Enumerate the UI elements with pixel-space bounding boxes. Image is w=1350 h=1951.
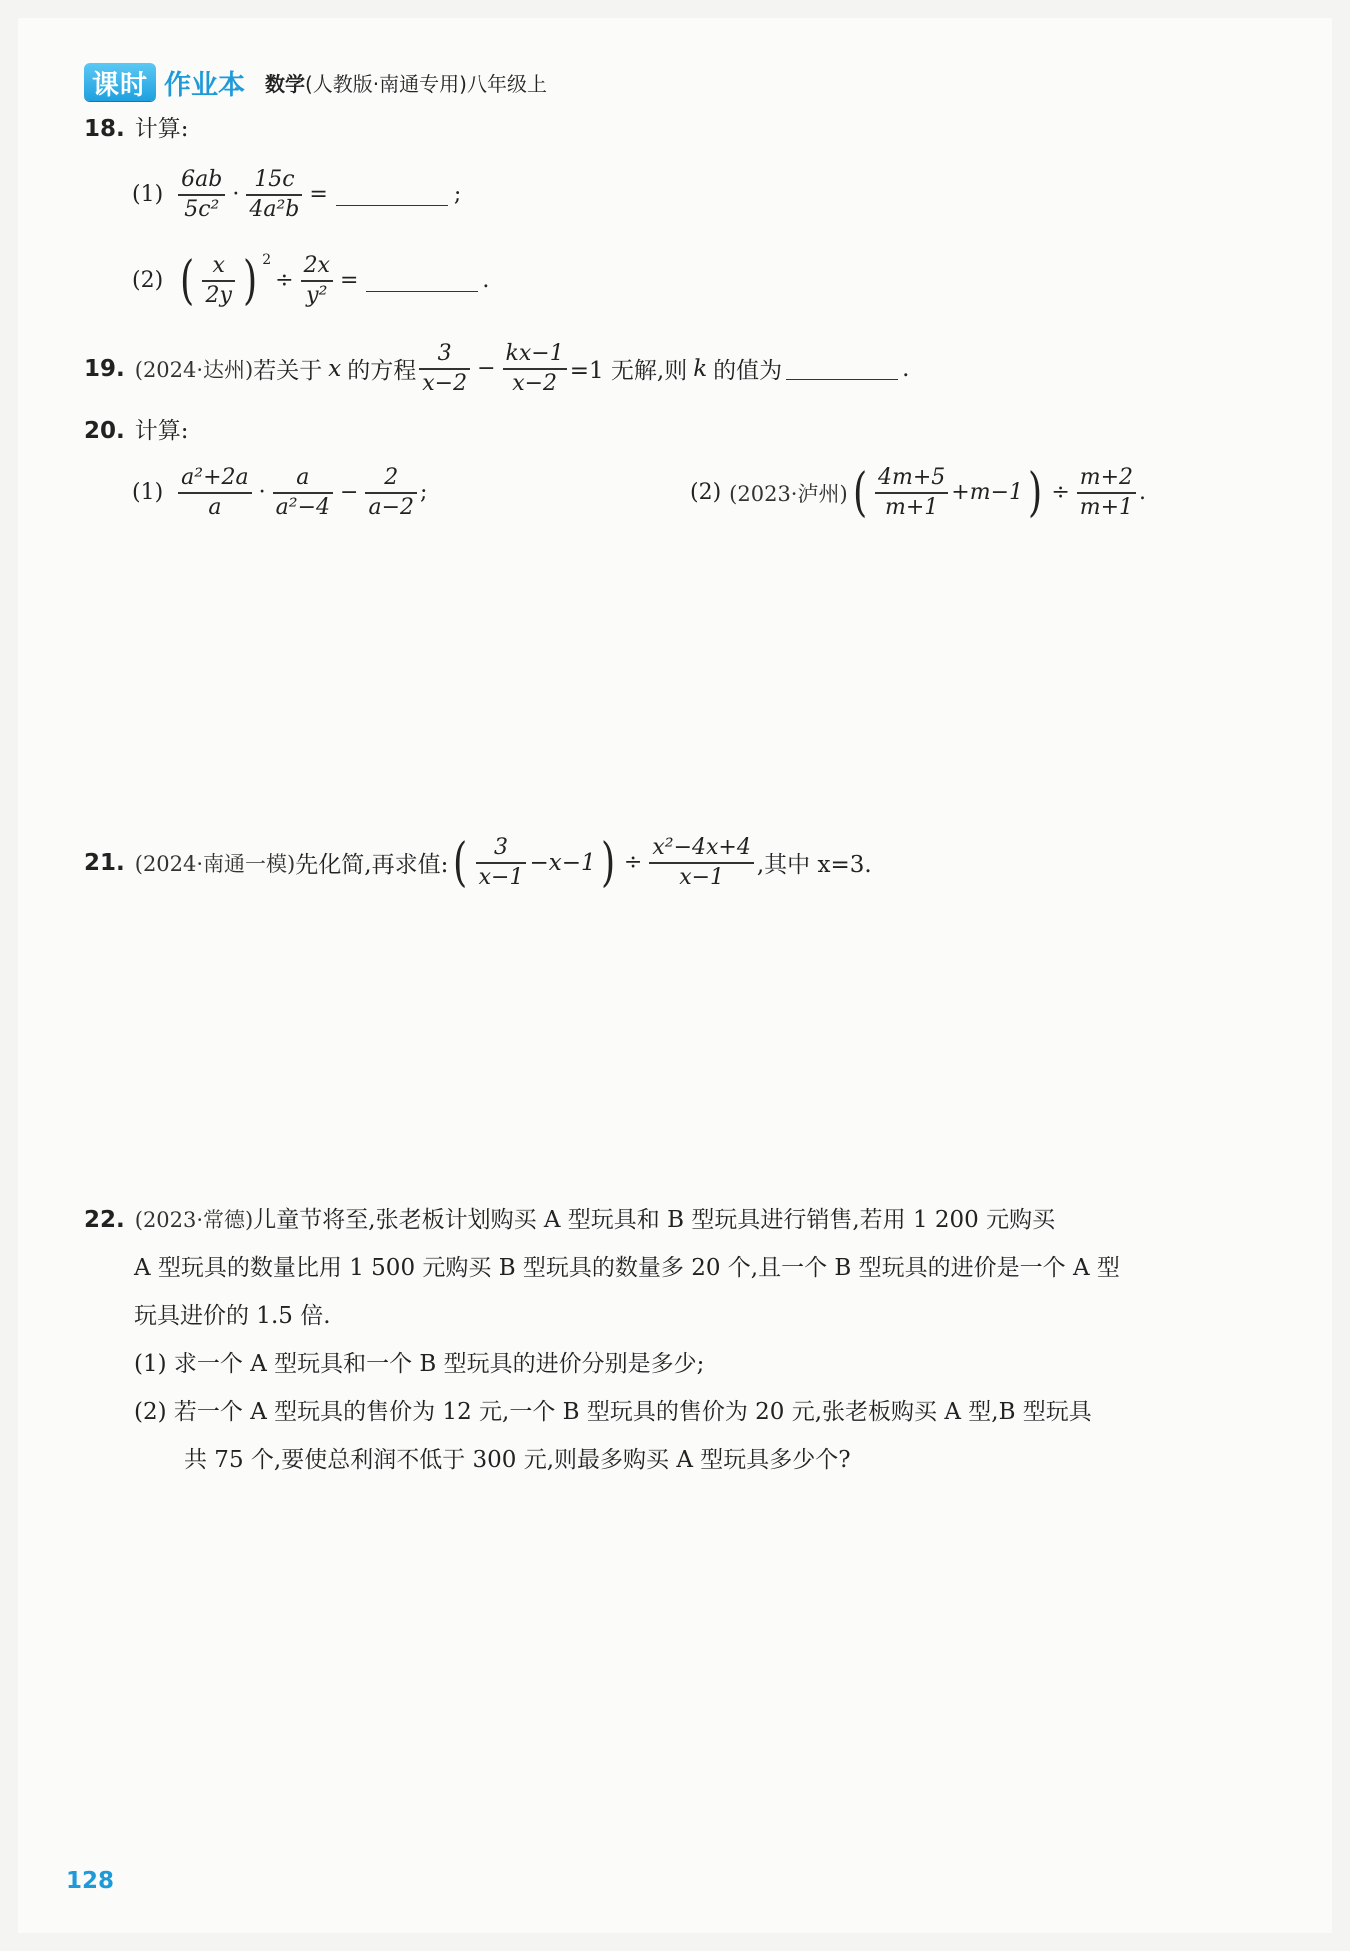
fraction — [503, 340, 567, 398]
answer-blank[interactable] — [336, 183, 448, 206]
denominator: a — [208, 494, 222, 520]
question-title: 计算: — [134, 116, 189, 142]
fraction — [301, 252, 333, 310]
answer-blank[interactable] — [786, 357, 898, 380]
numerator: a²+2a — [181, 465, 249, 490]
q20-part2 — [690, 464, 1146, 522]
q18-part2 — [132, 252, 489, 310]
answer-blank[interactable] — [366, 269, 478, 292]
numerator: 2x — [303, 253, 330, 278]
logo-subtitle: 作业本 — [164, 69, 245, 101]
denominator: x−1 — [478, 864, 524, 890]
numerator: m+2 — [1079, 465, 1134, 490]
fraction — [365, 464, 417, 522]
equals-sign: = — [309, 182, 328, 208]
numerator: kx−1 — [505, 341, 564, 366]
question-source: (2024·达州) — [134, 357, 254, 382]
fraction — [476, 834, 527, 892]
numerator: 3 — [494, 835, 509, 860]
variable: k — [693, 355, 708, 382]
denominator: 5c² — [184, 196, 220, 222]
fraction — [202, 252, 234, 310]
left-paren: ( — [180, 250, 195, 311]
sub-question-2-cont: 共 75 个,要使总利润不低于 300 元,则最多购买 A 型玩具多少个? — [184, 1447, 851, 1473]
left-paren: ( — [852, 462, 867, 523]
variable: x — [328, 355, 342, 382]
question-text: ,其中 x=3. — [756, 852, 872, 879]
question-text: 先化简,再求值: — [295, 852, 449, 879]
numerator: x — [212, 253, 225, 278]
denominator: m+1 — [884, 494, 939, 520]
q20-part1 — [132, 464, 427, 522]
question-text: 的值为 — [713, 358, 783, 385]
question-text: =1 无解,则 — [569, 358, 688, 385]
denominator: a²−4 — [275, 494, 331, 520]
edition: (人教版·南通专用)八年级上 — [305, 71, 547, 96]
question-number: 20. — [84, 418, 125, 444]
question-title: 计算: — [134, 418, 189, 444]
fraction — [178, 464, 251, 522]
question-text: A 型玩具的数量比用 1 500 元购买 B 型玩具的数量多 20 个,且一个 B 型玩具的进价是一个 A 型 — [134, 1255, 1120, 1281]
question-source: (2023·泸州) — [729, 481, 848, 506]
numerator: 6ab — [181, 167, 223, 192]
book-info — [265, 68, 547, 97]
denominator: y² — [306, 282, 328, 308]
punctuation: . — [1139, 480, 1147, 506]
punctuation: . — [902, 355, 910, 382]
denominator: 2y — [205, 282, 232, 308]
fraction — [273, 464, 333, 522]
denominator: a−2 — [368, 494, 415, 520]
punctuation: . — [482, 268, 490, 294]
sub-question-2: (2) 若一个 A 型玩具的售价为 12 元,一个 B 型玩具的售价为 20 元,张老板购买 A 型,B 型玩具 — [134, 1399, 1092, 1425]
question-21 — [84, 834, 872, 892]
expression: +m−1 — [951, 480, 1024, 506]
dot-operator: · — [258, 480, 266, 506]
denominator: m+1 — [1079, 494, 1134, 520]
punctuation: ; — [453, 182, 462, 208]
question-source: (2024·南通一模) — [134, 851, 296, 876]
denominator: x−2 — [512, 370, 558, 396]
part-label: (1) — [132, 182, 164, 208]
numerator: 2 — [384, 465, 399, 490]
left-paren: ( — [453, 832, 468, 893]
question-text: 儿童节将至,张老板计划购买 A 型玩具和 B 型玩具进行销售,若用 1 200 元购买 — [253, 1207, 1056, 1233]
question-20 — [84, 408, 189, 454]
equals-sign: = — [339, 268, 359, 294]
right-paren: ) — [600, 832, 615, 893]
dot-operator: · — [232, 182, 240, 208]
question-text: 的方程 — [347, 358, 417, 385]
page-number: 128 — [66, 1868, 115, 1894]
numerator: 4m+5 — [877, 465, 946, 490]
part-label: (1) — [132, 480, 164, 506]
logo: 课时 — [84, 63, 156, 101]
fraction — [419, 340, 470, 398]
fraction — [1077, 464, 1136, 522]
fraction — [875, 464, 948, 522]
fraction — [178, 166, 225, 224]
sub-question-1: (1) 求一个 A 型玩具和一个 B 型玩具的进价分别是多少; — [134, 1351, 705, 1377]
question-22 — [84, 1196, 1284, 1484]
part-label: (2) — [690, 480, 722, 506]
numerator: 3 — [437, 341, 452, 366]
minus-operator: − — [340, 480, 359, 506]
exponent: 2 — [262, 252, 272, 268]
expression: −x−1 — [529, 849, 596, 876]
question-number: 18. — [84, 116, 125, 142]
question-text: 若关于 — [253, 358, 323, 385]
question-line — [84, 1196, 1284, 1244]
question-19 — [84, 340, 909, 398]
numerator: a — [296, 465, 310, 490]
denominator: x−1 — [679, 864, 725, 890]
denominator: x−2 — [422, 370, 468, 396]
q18-part1 — [132, 166, 461, 224]
fraction — [246, 166, 302, 224]
question-number: 21. — [84, 849, 125, 876]
right-paren: ) — [242, 250, 258, 311]
numerator: 15c — [254, 167, 295, 192]
denominator: 4a²b — [249, 196, 300, 222]
page-header — [84, 60, 547, 104]
question-number: 19. — [84, 355, 125, 382]
question-number: 22. — [84, 1207, 125, 1233]
question-text: 玩具进价的 1.5 倍. — [134, 1303, 331, 1329]
fraction — [649, 834, 754, 892]
numerator: x²−4x+4 — [652, 835, 751, 860]
divide-operator: ÷ — [623, 850, 643, 876]
divide-operator: ÷ — [275, 268, 294, 294]
subject: 数学 — [265, 71, 305, 96]
part-label: (2) — [132, 268, 164, 294]
question-source: (2023·常德) — [134, 1208, 254, 1232]
question-18 — [84, 106, 189, 152]
punctuation: ; — [420, 480, 428, 506]
divide-operator: ÷ — [1051, 480, 1070, 506]
minus-operator: − — [477, 356, 496, 382]
right-paren: ) — [1028, 462, 1043, 523]
